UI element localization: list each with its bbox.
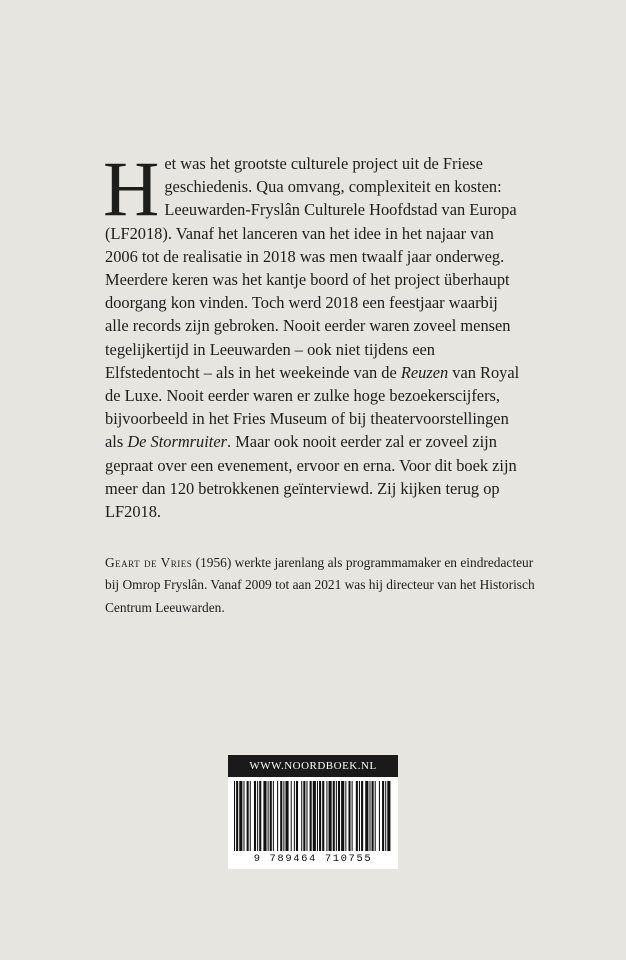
barcode-bar — [268, 781, 269, 851]
barcode-bar — [273, 781, 274, 851]
barcode-bar — [294, 781, 295, 851]
barcode-bar — [352, 781, 353, 851]
barcode-bar — [341, 781, 344, 851]
barcode-bar — [385, 781, 386, 851]
author-name: Geart de Vries — [105, 555, 193, 570]
barcode-bar — [301, 781, 302, 851]
barcode-bar — [322, 781, 324, 851]
publisher-url: WWW.NOORDBOEK.NL — [228, 755, 398, 777]
barcode-bar — [285, 781, 288, 851]
barcode-bar — [359, 781, 360, 851]
barcode-bar — [280, 781, 282, 851]
barcode-bar — [387, 781, 390, 851]
barcode-bar — [365, 781, 368, 851]
barcode-bar — [234, 781, 235, 851]
barcode-bar — [372, 781, 374, 851]
barcode-bar — [243, 781, 244, 851]
barcode-bar — [303, 781, 305, 851]
blurb-text — [103, 145, 525, 523]
barcode-bar — [348, 781, 350, 851]
barcode-bar — [375, 781, 376, 851]
barcode-bar — [277, 781, 278, 851]
barcode-bar — [254, 781, 256, 851]
blurb-middle: van Royal de Luxe. Nooit eerder waren er zulke hoge bezoekerscijfers, bijvoorbeeld in het Fries Museum of bij theatervoorstellingen als — [105, 362, 520, 452]
barcode-bar — [250, 781, 251, 851]
barcode-bar — [296, 781, 298, 851]
barcode-bar — [317, 781, 318, 851]
barcode-bar — [259, 781, 261, 851]
barcode-bar — [247, 781, 249, 851]
barcode-bar — [382, 781, 384, 851]
author-bio — [105, 552, 545, 619]
back-cover-blurb — [103, 145, 525, 523]
barcode-bar — [356, 781, 358, 851]
drop-cap: H — [103, 145, 160, 232]
barcode-bar — [257, 781, 258, 851]
barcode-block — [228, 755, 398, 869]
barcode-bar — [345, 781, 346, 851]
barcode-bar — [338, 781, 340, 851]
barcode-bar — [326, 781, 327, 851]
barcode-bar — [239, 781, 242, 851]
author-bio-text: (1956) werkte jarenlang als programmamaker en eindredacteur bij Omrop Fryslân. Vanaf 2009 tot aan 2021 was hij directeur van het Historisch Centrum Leeuwarden. — [105, 555, 535, 615]
barcode-bar — [329, 781, 332, 851]
barcode-bar — [291, 781, 292, 851]
blurb-title-stormruiter: De Stormruiter — [127, 432, 228, 452]
barcode-bar — [361, 781, 363, 851]
isbn-digits: 9 789464 710755 — [253, 853, 373, 865]
blurb-title-reuzen: Reuzen — [400, 362, 449, 382]
barcode-bar — [336, 781, 337, 851]
barcode-bar — [319, 781, 321, 851]
barcode-bar — [313, 781, 316, 851]
barcode-bar — [263, 781, 266, 851]
barcode-bar — [379, 781, 380, 851]
barcode-graphic — [234, 781, 392, 851]
barcode-bar — [270, 781, 272, 851]
barcode-bar — [333, 781, 335, 851]
barcode-bar — [236, 781, 238, 851]
blurb-opening: et was het grootste culturele project uit de Friese geschiedenis. Qua omvang, complexiteit en kosten: Leeuwarden-Fryslân Culturele Hoofdstad van Europa (LF2018). Vanaf het lanceren van het idee in het najaar van 2006 tot de realisatie in 2018 was men twaalf jaar onderweg. Meerdere keren was het kantje boord of het project überhaupt doorgang kon vinden. Toch werd 2018 een feestjaar waarbij alle records zijn gebroken. Nooit eerder waren zoveel mensen tegelijkertijd in Leeuwarden – ook niet tijdens een Elfstedentocht – als in het weekeinde van de — [105, 154, 517, 382]
blurb-closing: . Maar ook nooit eerder zal er zoveel zijn gepraat over een evenement, ervoor en erna. Voor dit boek zijn meer dan 120 betrokkenen geïnterviewd. Zij kijken terug op LF2018. — [105, 432, 517, 522]
barcode-bar — [306, 781, 307, 851]
barcode-bar — [283, 781, 284, 851]
barcode-bar — [310, 781, 312, 851]
barcode-bar — [369, 781, 370, 851]
